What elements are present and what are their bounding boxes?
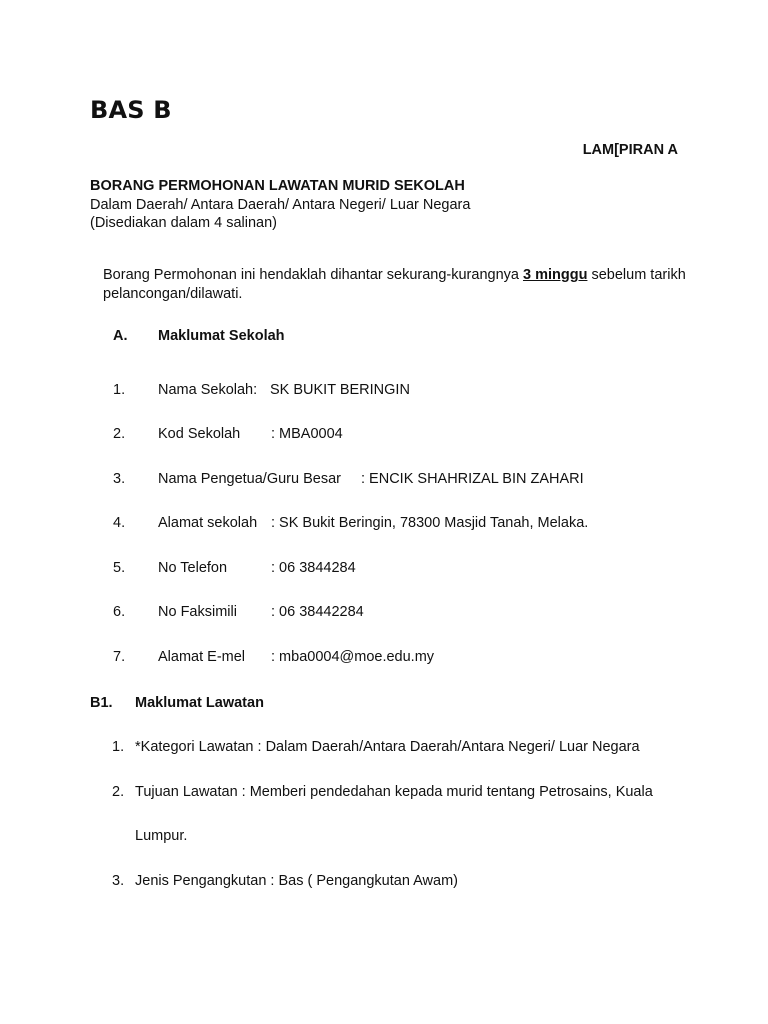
intro-text-before: Borang Permohonan ini hendaklah dihantar sekurang-kurangnya (103, 267, 523, 283)
visit-info-row (0, 739, 768, 759)
row-label: Alamat sekolah (158, 515, 258, 531)
intro-emphasis: 3 minggu (522, 267, 588, 283)
row-number: 3. (112, 873, 125, 889)
row-text-continuation: Lumpur. (135, 828, 188, 844)
section-a-letter: A. (113, 328, 128, 344)
visit-info-row (0, 873, 768, 893)
row-value: : 06 38442284 (271, 604, 364, 620)
row-number: 4. (113, 515, 126, 531)
row-label: Alamat E-mel (158, 649, 246, 665)
row-label: Nama Pengetua/Guru Besar (158, 471, 341, 487)
row-number: 6. (113, 604, 126, 620)
form-header (90, 177, 470, 233)
row-number: 5. (113, 560, 126, 576)
section-a-title: Maklumat Sekolah (158, 328, 285, 344)
school-info-row (0, 382, 768, 402)
intro-text-after: sebelum tarikh pelancongan/dilawati. (103, 267, 686, 302)
lampiran-label: LAM[PIRAN A (582, 142, 678, 158)
visit-info-row (0, 784, 768, 804)
row-text: Tujuan Lawatan : Memberi pendedahan kepada murid tentang Petrosains, Kuala (135, 784, 653, 800)
row-number: 7. (113, 649, 126, 665)
row-value: : mba0004@moe.edu.my (271, 649, 435, 665)
school-info-row (0, 649, 768, 669)
row-value: : MBA0004 (271, 426, 343, 442)
row-label: No Faksimili (158, 604, 237, 620)
school-info-row (0, 560, 768, 580)
row-text: Jenis Pengangkutan : Bas ( Pengangkutan Awam) (135, 873, 458, 889)
document-title: BAS B (90, 96, 172, 124)
section-b1-letter: B1. (90, 695, 113, 711)
row-label: No Telefon (158, 560, 228, 576)
school-info-row (0, 471, 768, 491)
form-note: (Disediakan dalam 4 salinan) (90, 215, 277, 231)
row-number: 2. (113, 426, 126, 442)
row-number: 3. (113, 471, 126, 487)
row-label: Kod Sekolah (158, 426, 241, 442)
row-number: 1. (112, 739, 125, 755)
section-b1-title: Maklumat Lawatan (135, 695, 264, 711)
row-value: : SK Bukit Beringin, 78300 Masjid Tanah, Melaka. (271, 515, 589, 531)
school-info-row (0, 515, 768, 535)
row-text: *Kategori Lawatan : Dalam Daerah/Antara Daerah/Antara Negeri/ Luar Negara (135, 739, 640, 755)
intro-paragraph (103, 266, 703, 304)
school-info-row (0, 426, 768, 446)
row-number: 2. (112, 784, 125, 800)
row-value: : ENCIK SHAHRIZAL BIN ZAHARI (361, 471, 584, 487)
row-value: SK BUKIT BERINGIN (270, 382, 410, 398)
row-number: 1. (113, 382, 126, 398)
school-info-row (0, 604, 768, 624)
form-heading: BORANG PERMOHONAN LAWATAN MURID SEKOLAH (90, 178, 465, 194)
row-label: Nama Sekolah: (158, 382, 258, 398)
row-value: : 06 3844284 (271, 560, 356, 576)
form-subtitle: Dalam Daerah/ Antara Daerah/ Antara Negeri/ Luar Negara (90, 196, 471, 213)
